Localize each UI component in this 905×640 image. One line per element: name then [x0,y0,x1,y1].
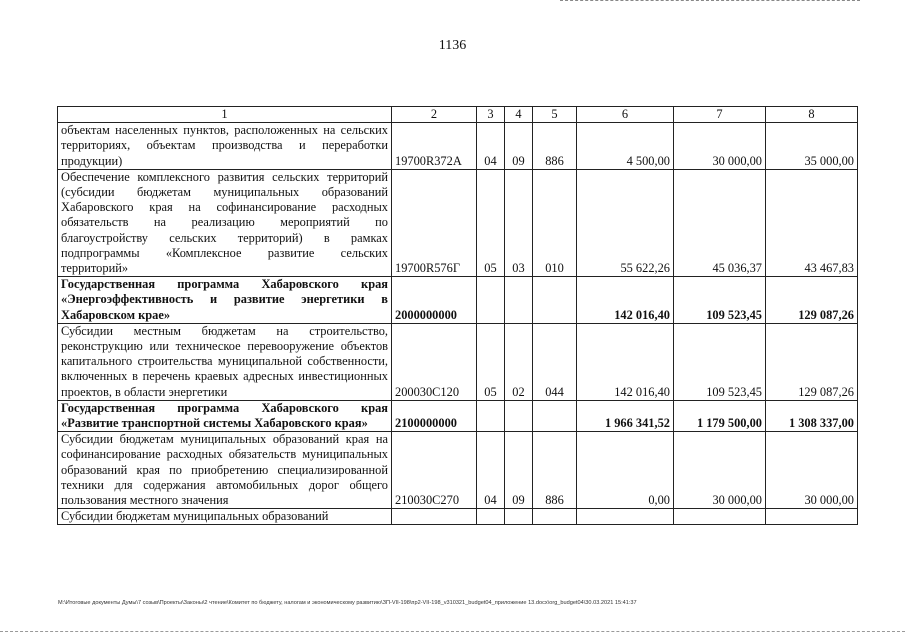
row-name: Субсидии бюджетам муниципальных образований края на софинансирование расходных обязательств муниципальных образований края по приобретению специализированной техники для содержания автомобильных дорог общего пользования местного значения [58,432,392,509]
row-section [477,509,505,525]
header-cell: 5 [533,107,577,123]
row-subsection: 09 [505,123,533,170]
program-row [58,400,858,431]
row-subsection [505,509,533,525]
row-code: 210030С270 [392,432,477,509]
row-name: Государственная программа Хабаровского края «Развитие транспортной системы Хабаровского края» [58,400,392,431]
row-value-col7: 109 523,45 [674,277,766,324]
program-row [58,277,858,324]
table-row-partial [58,509,858,525]
row-expense-type [533,509,577,525]
row-subsection: 09 [505,432,533,509]
row-name: Субсидии местным бюджетам на строительство, реконструкцию или техническое перевооружение объектов капитального строительства муниципальной собственности, включенных в перечень краевых адресных инвестиционных проектов, в области энергетики [58,323,392,400]
row-section: 05 [477,169,505,276]
table-row [58,323,858,400]
budget-table [57,106,858,525]
row-value-col7: 30 000,00 [674,432,766,509]
row-code: 19700R372А [392,123,477,170]
row-code [392,509,477,525]
row-name: Государственная программа Хабаровского края «Энергоэффективность и развитие энергетики в Хабаровском крае» [58,277,392,324]
row-expense-type: 010 [533,169,577,276]
header-cell: 4 [505,107,533,123]
row-value-col6: 142 016,40 [577,277,674,324]
header-cell: 2 [392,107,477,123]
top-scan-rule [560,0,860,3]
bottom-scan-rule [0,631,905,632]
row-value-col6 [577,509,674,525]
row-name: объектам населенных пунктов, расположенных на сельских территориях, объектам производства и переработки продукции) [58,123,392,170]
row-value-col6: 142 016,40 [577,323,674,400]
row-code: 2000000000 [392,277,477,324]
row-value-col6: 1 966 341,52 [577,400,674,431]
row-value-col6: 4 500,00 [577,123,674,170]
row-value-col7: 109 523,45 [674,323,766,400]
header-cell: 7 [674,107,766,123]
row-expense-type [533,400,577,431]
header-cell: 8 [766,107,858,123]
row-expense-type: 886 [533,432,577,509]
row-value-col8: 30 000,00 [766,432,858,509]
row-value-col6: 55 622,26 [577,169,674,276]
header-cell: 1 [58,107,392,123]
row-expense-type: 886 [533,123,577,170]
row-value-col7: 30 000,00 [674,123,766,170]
row-value-col6: 0,00 [577,432,674,509]
table-header-row [58,107,858,123]
row-subsection: 03 [505,169,533,276]
row-value-col8 [766,509,858,525]
row-section: 05 [477,323,505,400]
row-section [477,400,505,431]
table-row [58,169,858,276]
row-section [477,277,505,324]
row-code: 200030С120 [392,323,477,400]
row-subsection [505,400,533,431]
row-value-col7 [674,509,766,525]
row-expense-type [533,277,577,324]
page-number: 1136 [438,38,467,53]
row-name: Обеспечение комплексного развития сельских территорий (субсидии бюджетам муниципальных образований Хабаровского края на софинансирование расходных обязательств на реализацию мероприятий по благоустройству сельских территорий) в рамках подпрограммы «Комплексное развитие сельских территорий» [58,169,392,276]
row-code: 2100000000 [392,400,477,431]
row-value-col8: 129 087,26 [766,277,858,324]
row-expense-type: 044 [533,323,577,400]
header-cell: 6 [577,107,674,123]
row-section: 04 [477,123,505,170]
header-cell: 3 [477,107,505,123]
row-value-col8: 35 000,00 [766,123,858,170]
row-subsection [505,277,533,324]
file-path-footer: M:\Итоговые документы Думы\7 созыв\Проекты\Законы\2 чтение\Комитет по бюджету, налогам и экономическому развитию\ЗП-VII-198\пр2-VII-198_v310321_budget04_приложение 13.docx\org_budget04\30.03.2021 15:41:37 [58,600,637,606]
row-value-col8: 129 087,26 [766,323,858,400]
row-code: 19700R576Г [392,169,477,276]
table-row [58,432,858,509]
row-subsection: 02 [505,323,533,400]
row-value-col8: 1 308 337,00 [766,400,858,431]
table-row [58,123,858,170]
row-value-col7: 1 179 500,00 [674,400,766,431]
row-name: Субсидии бюджетам муниципальных образований [58,509,392,525]
row-value-col7: 45 036,37 [674,169,766,276]
row-section: 04 [477,432,505,509]
row-value-col8: 43 467,83 [766,169,858,276]
